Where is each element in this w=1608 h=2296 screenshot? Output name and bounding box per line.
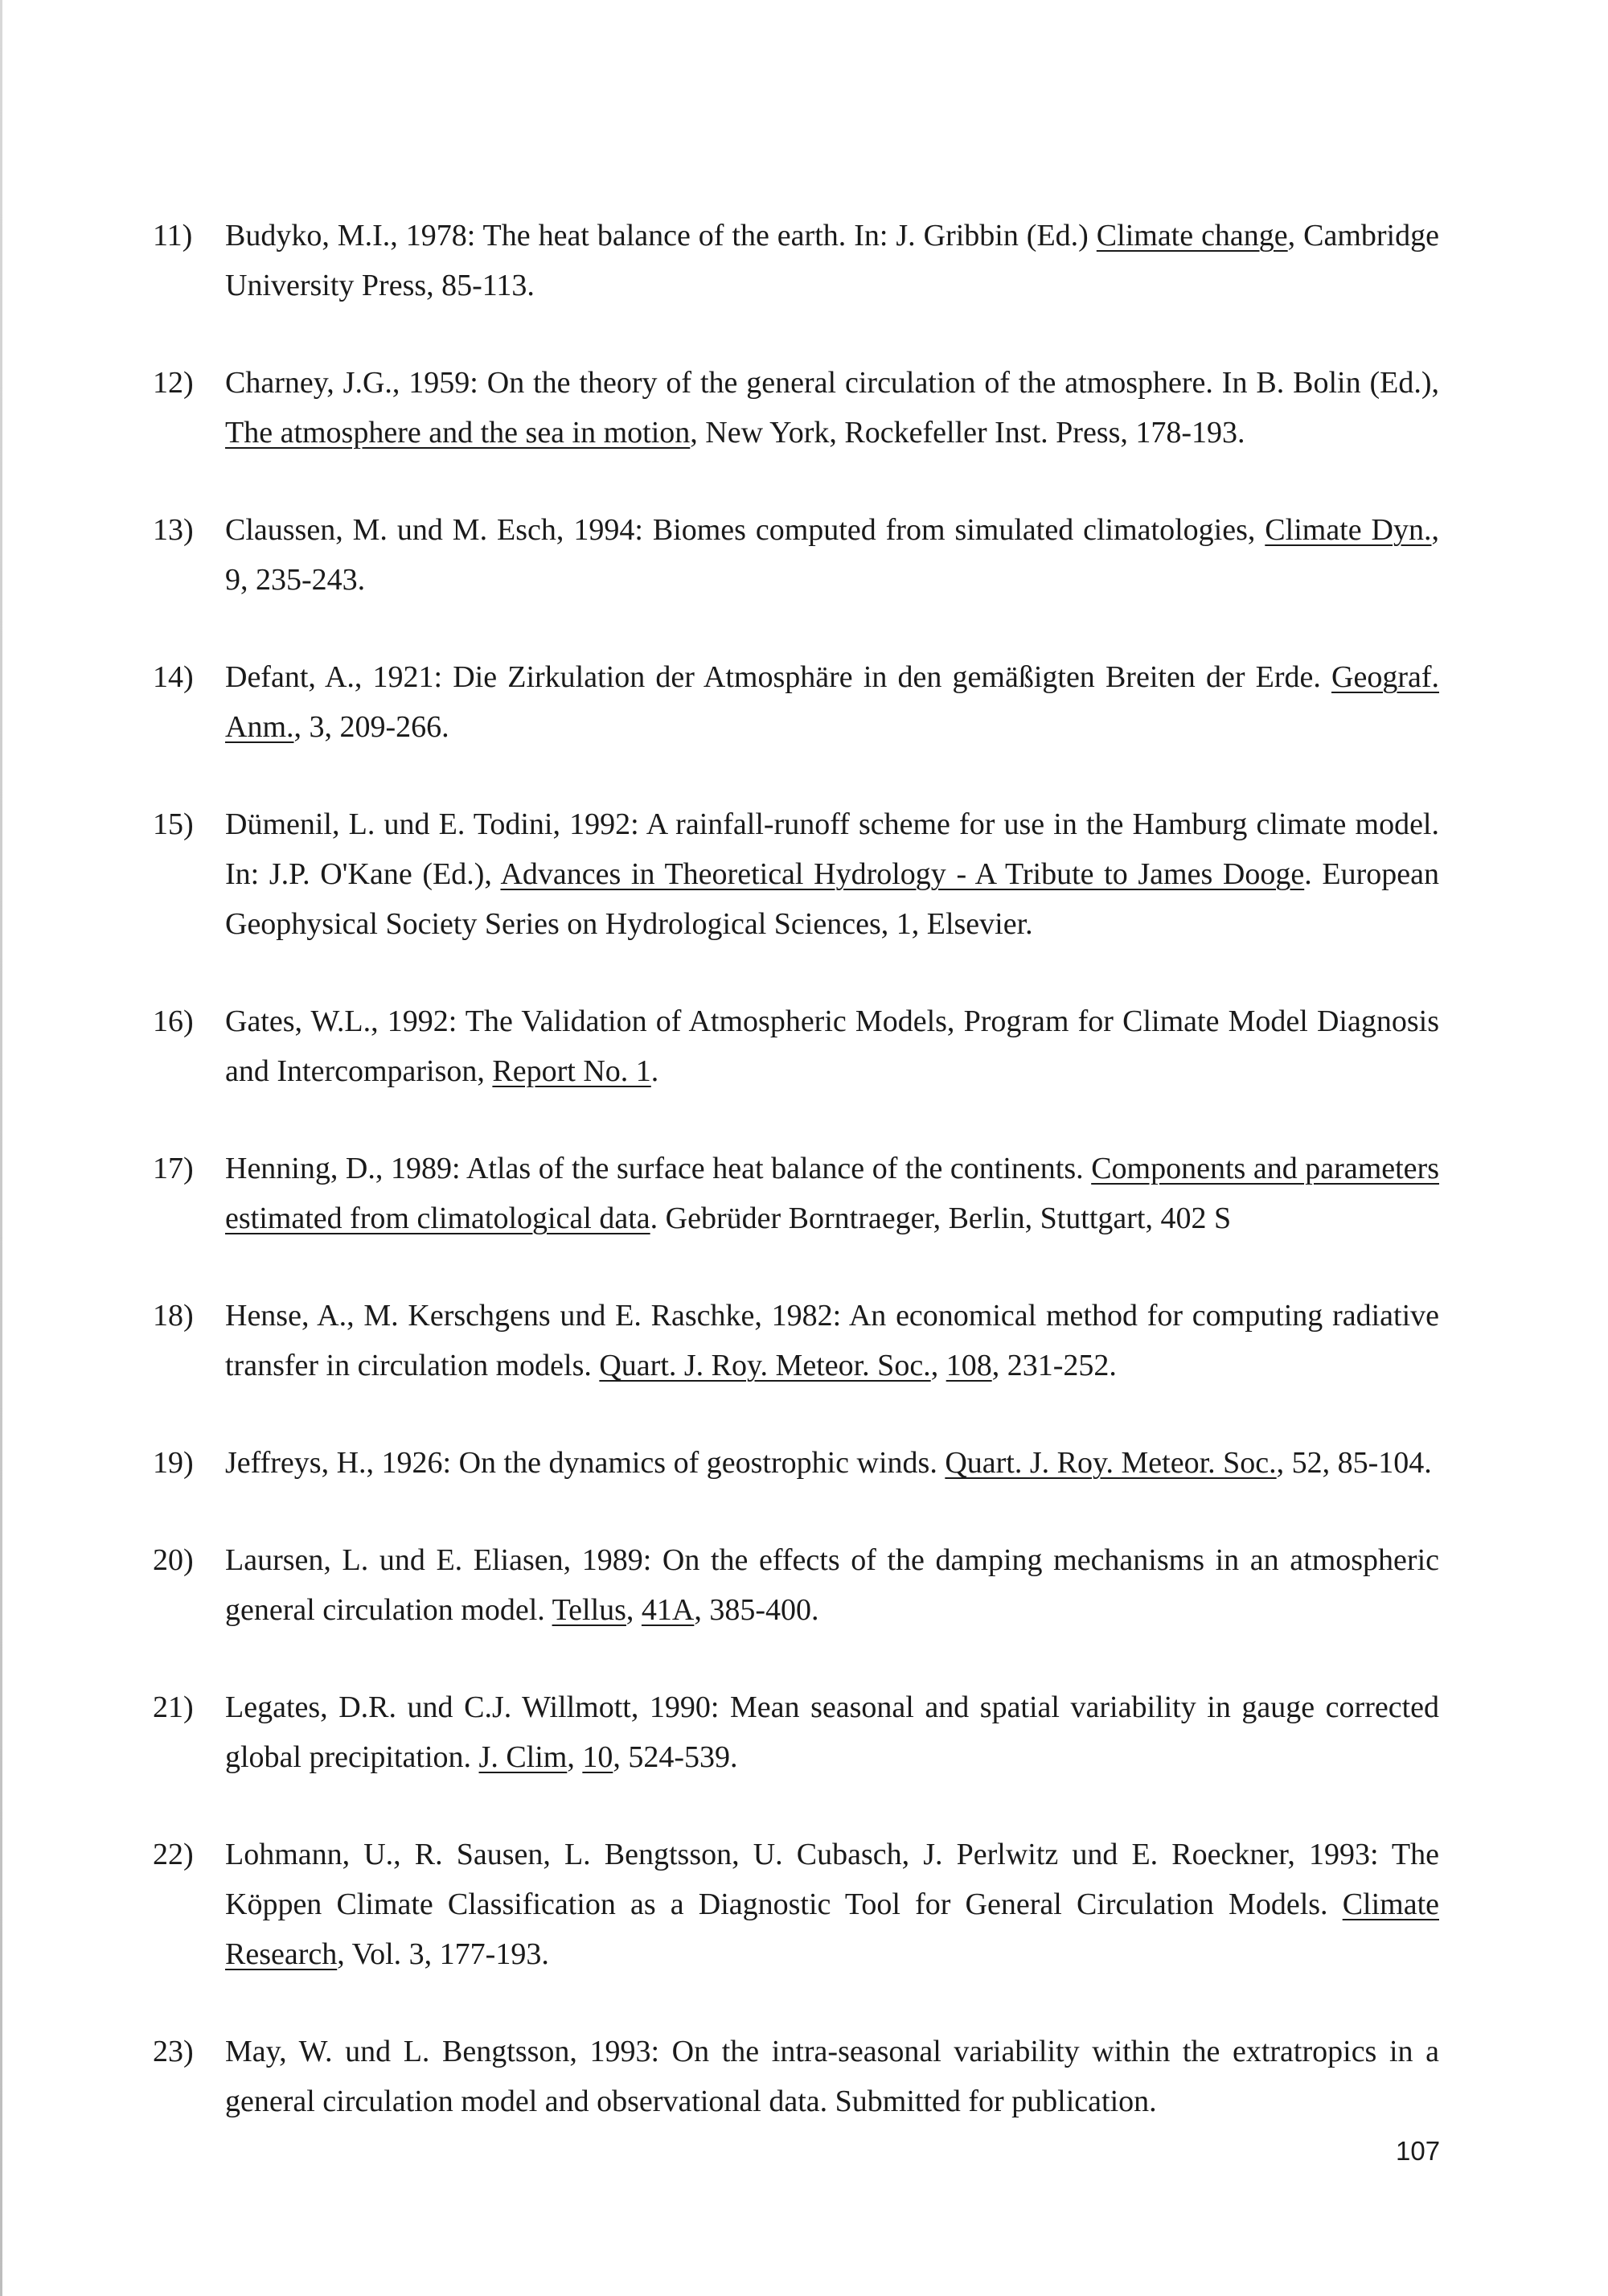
reference-source-title: The atmosphere and the sea in motion (225, 416, 691, 450)
reference-17 (153, 1144, 1439, 1243)
reference-text-part: , Vol. 3, 177-193. (337, 1937, 549, 1971)
reference-text-part: Henning, D., 1989: Atlas of the surface heat balance of the continents. (225, 1152, 1092, 1185)
reference-number: 18) (153, 1299, 194, 1333)
reference-text-part: , 385-400. (694, 1593, 819, 1627)
reference-volume: 10 (582, 1740, 613, 1774)
reference-number: 15) (153, 807, 194, 841)
reference-16 (153, 996, 1439, 1096)
page-number: 107 (1396, 2136, 1441, 2166)
reference-text-part: Defant, A., 1921: Die Zirkulation der Atmosphäre in den gemäßigten Breiten der Erde. (225, 660, 1332, 694)
reference-14 (153, 652, 1439, 752)
reference-number: 22) (153, 1838, 194, 1871)
reference-text-part: , 524-539. (613, 1740, 738, 1774)
reference-text (225, 358, 1439, 458)
reference-text (225, 1291, 1439, 1390)
reference-text-part: . Gebrüder Borntraeger, Berlin, Stuttgart, 402 S (650, 1201, 1232, 1235)
reference-number: 12) (153, 366, 194, 400)
reference-text (225, 211, 1439, 310)
reference-source-title: Quart. J. Roy. Meteor. Soc. (945, 1446, 1277, 1480)
reference-source-title: Climate Research (225, 1887, 1439, 1971)
reference-text-part: , 3, 209-266. (293, 710, 449, 744)
reference-number: 19) (153, 1446, 194, 1480)
reference-text-part: , 52, 85-104. (1276, 1446, 1432, 1480)
reference-text (225, 1682, 1439, 1782)
reference-text-part: , 231-252. (991, 1349, 1117, 1382)
reference-number: 20) (153, 1543, 194, 1577)
scan-edge (0, 0, 2, 2296)
reference-text-part: , Cambridge University Press, 85-113. (225, 219, 1439, 302)
reference-text-part: , 9, 235-243. (225, 513, 1439, 597)
reference-text-part: Legates, D.R. und C.J. Willmott, 1990: Mean seasonal and spatial variability in gauge corrected global precipitation. (225, 1690, 1439, 1774)
reference-18 (153, 1291, 1439, 1390)
reference-volume: 108 (946, 1349, 992, 1382)
reference-text-part: Jeffreys, H., 1926: On the dynamics of geostrophic winds. (225, 1446, 946, 1480)
reference-23 (153, 2027, 1439, 2126)
reference-21 (153, 1682, 1439, 1782)
reference-text (225, 996, 1439, 1096)
reference-text-part: Dümenil, L. und E. Todini, 1992: A rainfall-runoff scheme for use in the Hamburg climate model. In: J.P. O'Kane (Ed.), (225, 807, 1439, 891)
reference-text-part: . European Geophysical Society Series on Hydrological Sciences, 1, Elsevier. (225, 857, 1439, 941)
reference-number: 16) (153, 1004, 194, 1038)
reference-volume: 41A (641, 1593, 695, 1627)
reference-text (225, 1535, 1439, 1635)
reference-text-part: Laursen, L. und E. Eliasen, 1989: On the effects of the damping mechanisms in an atmospheric general circulation model. (225, 1543, 1439, 1627)
reference-source-title: Geograf. Anm. (225, 660, 1439, 744)
reference-22 (153, 1830, 1439, 1979)
reference-text-part: Lohmann, U., R. Sausen, L. Bengtsson, U. Cubasch, J. Perlwitz und E. Roeckner, 1993: The Köppen Climate Classification as a Diagnostic Tool for General Circulation Models. (225, 1838, 1439, 1921)
reference-source-title: Advances in Theoretical Hydrology - A Tribute to James Dooge (500, 857, 1305, 891)
reference-source-title: J. Clim (478, 1740, 568, 1774)
reference-source-title: Components and parameters estimated from climatological data (225, 1152, 1439, 1235)
reference-number: 13) (153, 513, 194, 547)
reference-13 (153, 505, 1439, 605)
reference-text-part: , (567, 1740, 583, 1774)
reference-text (225, 1438, 1439, 1488)
reference-number: 21) (153, 1690, 194, 1724)
reference-20 (153, 1535, 1439, 1635)
reference-11 (153, 211, 1439, 310)
reference-text-part: Budyko, M.I., 1978: The heat balance of the earth. In: J. Gribbin (Ed.) (225, 219, 1097, 253)
reference-text-part: , (626, 1593, 642, 1627)
reference-15 (153, 799, 1439, 949)
reference-text-part: Gates, W.L., 1992: The Validation of Atmospheric Models, Program for Climate Model Diagnosis and Intercomparison, (225, 1004, 1439, 1088)
reference-text-part: , (930, 1349, 946, 1382)
reference-text-part: Claussen, M. und M. Esch, 1994: Biomes computed from simulated climatologies, (225, 513, 1265, 547)
reference-text (225, 1144, 1439, 1243)
reference-number: 17) (153, 1152, 194, 1185)
reference-source-title: Tellus (552, 1593, 626, 1627)
reference-19 (153, 1438, 1439, 1488)
reference-text-part: Hense, A., M. Kerschgens und E. Raschke, 1982: An economical method for computing radiative transfer in circulation models. (225, 1299, 1439, 1382)
reference-list (153, 211, 1439, 2174)
reference-text-part: May, W. und L. Bengtsson, 1993: On the intra-seasonal variability within the extratropics in a general circulation model and observational data. Submitted for publication. (225, 2035, 1439, 2118)
reference-source-title: Report No. 1 (492, 1054, 651, 1088)
reference-source-title: Quart. J. Roy. Meteor. Soc. (599, 1349, 931, 1382)
reference-number: 11) (153, 219, 193, 253)
reference-text (225, 1830, 1439, 1979)
reference-text (225, 652, 1439, 752)
reference-text-part: . (650, 1054, 659, 1088)
reference-number: 14) (153, 660, 194, 694)
reference-number: 23) (153, 2035, 194, 2068)
reference-text-part: , New York, Rockefeller Inst. Press, 178-193. (690, 416, 1245, 450)
reference-source-title: Climate Dyn. (1265, 513, 1432, 547)
reference-text (225, 2027, 1439, 2126)
reference-text (225, 799, 1439, 949)
reference-source-title: Climate change (1096, 219, 1288, 253)
reference-text (225, 505, 1439, 605)
reference-12 (153, 358, 1439, 458)
reference-text-part: Charney, J.G., 1959: On the theory of the general circulation of the atmosphere. In B. Bolin (Ed.), (225, 366, 1439, 400)
